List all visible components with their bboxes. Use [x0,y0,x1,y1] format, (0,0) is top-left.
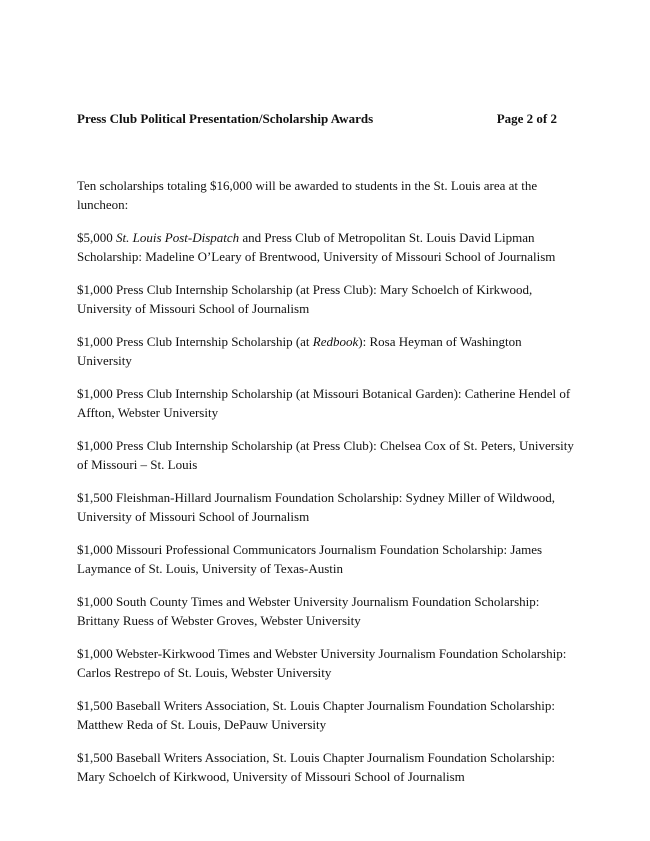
award-paragraph-2: $1,000 Press Club Internship Scholarship (at Press Club): Mary Schoelch of Kirkwood, University of Missouri School of Journalism [77,282,533,316]
award-paragraph-1 [77,228,577,266]
publication-name: St. Louis Post-Dispatch [116,230,240,245]
award-details: and Press Club of Metropolitan St. Louis David Lipman Scholarship: Madeline O’Leary of Brentwood, University of Missouri School of Journalism [77,230,556,264]
award-details-after: ): Rosa Heyman of Washington University [77,334,522,368]
award-paragraph-10: $1,500 Baseball Writers Association, St. Louis Chapter Journalism Foundation Scholarship: Matthew Reda of St. Louis, DePauw University [77,698,556,732]
publication-name: Redbook [312,334,359,349]
award-paragraph-6: $1,500 Fleishman-Hillard Journalism Foundation Scholarship: Sydney Miller of Wildwood, University of Missouri School of Journalism [77,490,556,524]
page-number: Page 2 of 2 [496,111,557,126]
award-paragraph-3 [77,332,577,370]
document-body [77,176,577,800]
award-amount: $5,000 [77,230,113,245]
award-paragraph-11: $1,500 Baseball Writers Association, St. Louis Chapter Journalism Foundation Scholarship: Mary Schoelch of Kirkwood, University of Missouri School of Journalism [77,750,556,784]
award-paragraph-8: $1,000 South County Times and Webster University Journalism Foundation Scholarship: Brittany Ruess of Webster Groves, Webster University [77,594,540,628]
award-details-before: $1,000 Press Club Internship Scholarship (at [77,334,313,349]
award-paragraph-9: $1,000 Webster-Kirkwood Times and Webster University Journalism Foundation Scholarship: Carlos Restrepo of St. Louis, Webster University [77,646,567,680]
award-paragraph-5: $1,000 Press Club Internship Scholarship (at Press Club): Chelsea Cox of St. Peters, University of Missouri – St. Louis [77,438,574,472]
award-paragraph-7: $1,000 Missouri Professional Communicators Journalism Foundation Scholarship: James Laymance of St. Louis, University of Texas-Austin [77,542,543,576]
intro-paragraph: Ten scholarships totaling $16,000 will be awarded to students in the St. Louis area at the luncheon: [77,178,538,212]
document-title: Press Club Political Presentation/Scholarship Awards [77,111,374,126]
award-paragraph-4: $1,000 Press Club Internship Scholarship (at Missouri Botanical Garden): Catherine Hendel of Affton, Webster University [77,386,571,420]
